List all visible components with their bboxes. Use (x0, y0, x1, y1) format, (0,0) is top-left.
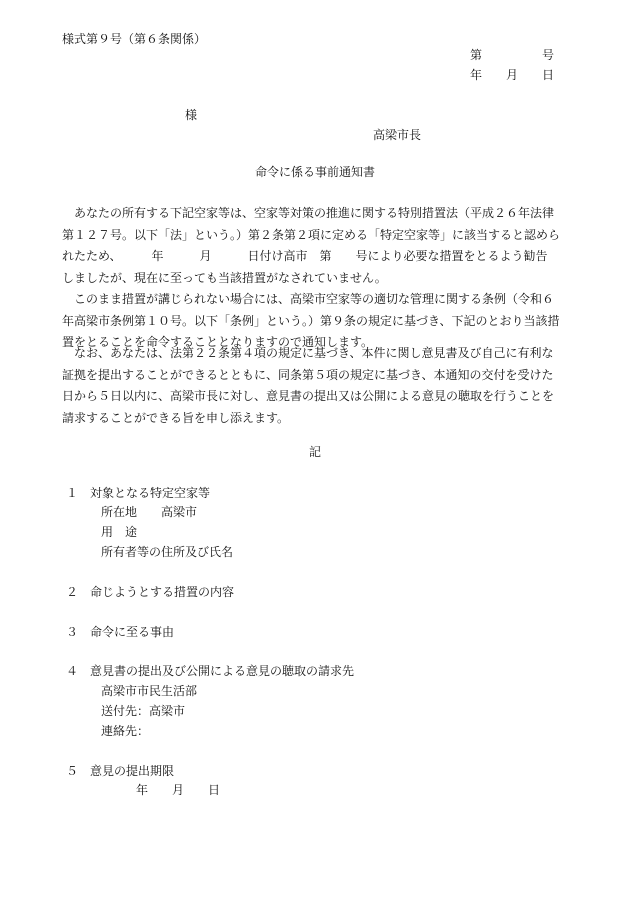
item-5-deadline: 年 月 日 (136, 783, 221, 797)
body-line: れたため、 年 月 日付け高市 第 号により必要な措置をとるよう勧告 (62, 249, 548, 263)
item-4-heading: ４ 意見書の提出及び公開による意見の聴取の請求先 (66, 664, 355, 678)
body-paragraph-1 (62, 207, 570, 293)
item-1-heading: １ 対象となる特定空家等 (66, 486, 211, 500)
item-3-heading: ３ 命令に至る事由 (66, 625, 175, 639)
issuer: 高梁市長 (373, 128, 422, 142)
body-line: このまま措置が講じられない場合には、高梁市空家等の適切な管理に関する条例（令和６ (62, 292, 555, 306)
body-line: 年高梁市条例第１０号。以下「条例」という。）第９条の規定に基づき、下記のとおり当該措 (62, 313, 560, 328)
body-line: 第１２７号。以下「法」という。）第２条第２項に定める「特定空家等」に該当すると認めら (62, 227, 561, 242)
body-line: 証拠を提出することができるとともに、同条第５項の規定に基づき、本通知の交付を受けた (62, 367, 554, 382)
item-2-heading: ２ 命じようとする措置の内容 (66, 585, 235, 599)
item-1-location: 所在地 高梁市 (101, 505, 198, 519)
ki-heading: 記 (308, 445, 321, 459)
body-line: しましたが、現在に至っても当該措置がなされていません。 (62, 270, 387, 285)
body-line: 請求することができる旨を申し添えます。 (62, 410, 290, 425)
item-4-department: 高梁市市民生活部 (101, 684, 198, 698)
item-4-contact: 連絡先： (101, 724, 150, 738)
document-date: 年 月 日 (470, 68, 555, 82)
item-4-send-to: 送付先：高梁市 (101, 704, 186, 718)
item-1-owner: 所有者等の住所及び氏名 (101, 545, 234, 559)
document-number: 第 号 (470, 48, 555, 62)
document-title: 命令に係る事前通知書 (254, 165, 375, 179)
body-paragraph-3 (62, 347, 570, 433)
item-5-heading: ５ 意見の提出期限 (66, 764, 175, 778)
body-line: あなたの所有する下記空家等は、空家等対策の推進に関する特別措置法（平成２６年法律 (62, 206, 555, 220)
addressee-label: 様 (185, 108, 198, 122)
item-1-usage: 用 途 (101, 525, 138, 539)
body-line: なお、あなたは、法第２２条第４項の規定に基づき、本件に関し意見書及び自己に有利な (62, 346, 554, 360)
body-line: 日から５日以内に、高梁市長に対し、意見書の提出又は公開による意見の聴取を行うことを (62, 389, 555, 403)
body-line: 置をとることを命令することとなりますので通知します。 (62, 335, 374, 349)
form-label: 様式第９号（第６条関係） (62, 32, 207, 46)
